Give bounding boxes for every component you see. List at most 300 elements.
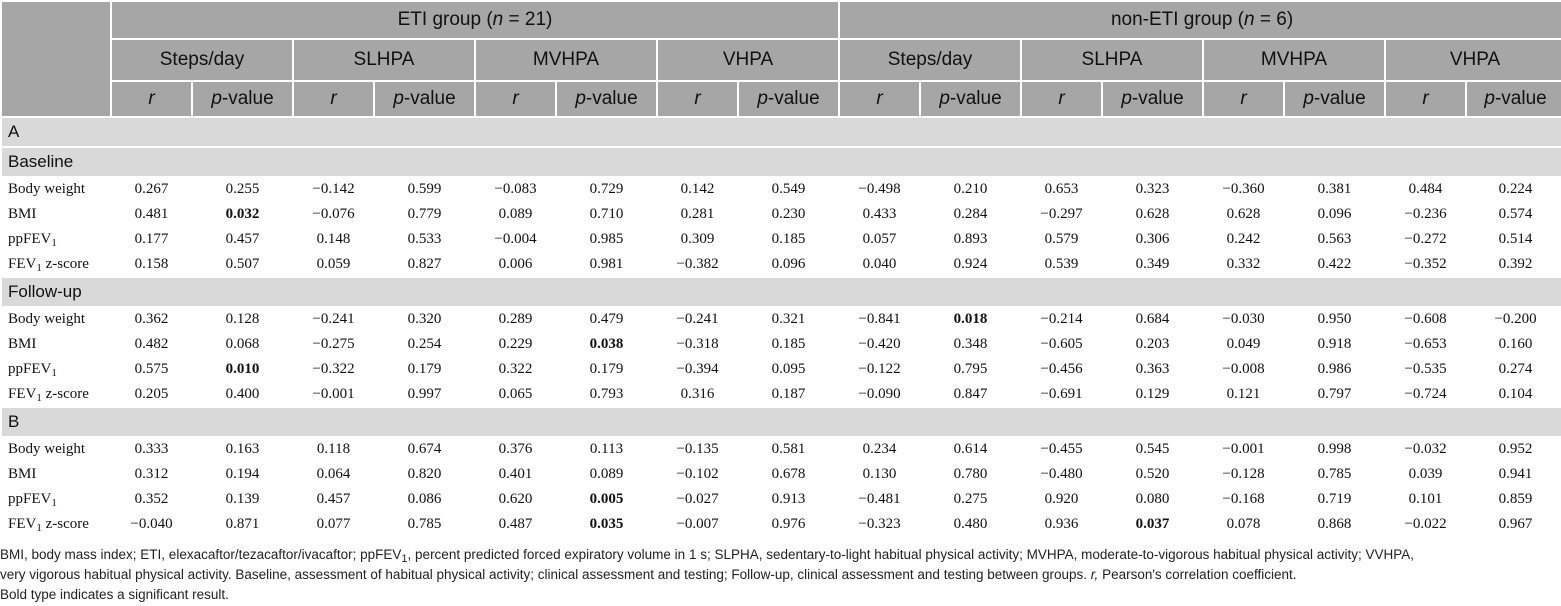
measure-header-row xyxy=(1,39,1561,81)
r-value-cell: −0.032 xyxy=(1385,437,1466,462)
p-value-cell: 0.381 xyxy=(1284,177,1385,202)
p-value-cell xyxy=(1102,512,1203,537)
p-value-cell: 0.574 xyxy=(1466,202,1561,227)
p-label-rest: -value xyxy=(1313,88,1366,109)
r-value-cell: 0.401 xyxy=(475,462,556,487)
table-row xyxy=(1,202,1561,227)
p-value-cell: −0.200 xyxy=(1466,307,1561,332)
r-value-cell: 0.229 xyxy=(475,332,556,357)
r-value-cell: 0.148 xyxy=(293,227,374,252)
p-value-cell: 0.095 xyxy=(738,357,839,382)
r-value-cell: −0.841 xyxy=(839,307,920,332)
p-value-cell: 0.274 xyxy=(1466,357,1561,382)
p-value-cell: 0.179 xyxy=(374,357,475,382)
p-value-cell: 0.179 xyxy=(556,357,657,382)
r-value-cell: −0.102 xyxy=(657,462,738,487)
p-value-cell: 0.795 xyxy=(920,357,1021,382)
p-value-header xyxy=(374,81,475,117)
r-value-cell: −0.001 xyxy=(1203,437,1284,462)
p-value-cell: 0.163 xyxy=(192,437,293,462)
r-value-cell: −0.653 xyxy=(1385,332,1466,357)
p-value-cell: 0.549 xyxy=(738,177,839,202)
table-row xyxy=(1,382,1561,407)
p-value-cell: 0.129 xyxy=(1102,382,1203,407)
row-label: BMI xyxy=(1,332,111,357)
p-label-rest: -value xyxy=(1131,88,1184,109)
r-label: r xyxy=(330,88,337,109)
row-label-main: ppFEV xyxy=(8,231,52,247)
table-row xyxy=(1,487,1561,512)
r-value-cell: −0.420 xyxy=(839,332,920,357)
p-value-cell: 0.684 xyxy=(1102,307,1203,332)
p-value-cell: 0.392 xyxy=(1466,252,1561,277)
r-value-cell: 0.332 xyxy=(1203,252,1284,277)
corner-cell xyxy=(1,1,111,117)
significant-value: 0.038 xyxy=(589,336,624,352)
group-eti-n: n xyxy=(492,9,504,30)
r-value-cell: −0.030 xyxy=(1203,307,1284,332)
p-value-cell: 0.985 xyxy=(556,227,657,252)
table-row xyxy=(1,462,1561,487)
r-value-cell: 0.234 xyxy=(839,437,920,462)
r-label: r xyxy=(148,88,155,109)
row-label xyxy=(1,382,111,407)
row-label-sub: 1 xyxy=(36,262,42,274)
group-non-eti-n: n xyxy=(1244,9,1255,30)
p-value-cell: 0.952 xyxy=(1466,437,1561,462)
p-label-rest: -value xyxy=(949,88,1002,109)
r-value-cell: 0.539 xyxy=(1021,252,1102,277)
r-value-cell: 0.040 xyxy=(839,252,920,277)
r-value-cell: −0.394 xyxy=(657,357,738,382)
significant-value: 0.010 xyxy=(225,361,260,377)
row-label-rest: z-score xyxy=(41,516,89,532)
r-value-cell: 0.281 xyxy=(657,202,738,227)
measure-header: SLHPA xyxy=(293,39,475,81)
footnote-abbreviations xyxy=(0,545,1561,565)
p-value-cell xyxy=(556,487,657,512)
table-footnotes xyxy=(0,538,1561,605)
p-value-cell: 0.859 xyxy=(1466,487,1561,512)
row-label: Body weight xyxy=(1,307,111,332)
r-value-cell: 0.267 xyxy=(111,177,192,202)
p-value-cell: 0.918 xyxy=(1284,332,1385,357)
p-value-cell: 0.827 xyxy=(374,252,475,277)
p-value-cell: 0.820 xyxy=(374,462,475,487)
r-header xyxy=(293,81,374,117)
p-value-cell: 0.581 xyxy=(738,437,839,462)
section-label: A xyxy=(1,117,1561,147)
group-non-eti-prefix: non-ETI group ( xyxy=(1110,9,1245,30)
p-value-cell: 0.507 xyxy=(192,252,293,277)
r-value-cell: −0.027 xyxy=(657,487,738,512)
group-header-eti xyxy=(111,1,839,39)
r-value-cell: −0.455 xyxy=(1021,437,1102,462)
p-value-cell: 0.986 xyxy=(1284,357,1385,382)
row-label-main: ppFEV xyxy=(8,491,52,507)
p-value-cell: 0.230 xyxy=(738,202,839,227)
r-value-cell: −0.605 xyxy=(1021,332,1102,357)
p-value-header xyxy=(1466,81,1561,117)
p-value-cell xyxy=(556,332,657,357)
row-label-sub: 1 xyxy=(51,367,57,379)
significant-value: 0.018 xyxy=(953,311,988,327)
r-value-cell: −0.022 xyxy=(1385,512,1466,537)
p-value-cell xyxy=(556,512,657,537)
p-value-cell: 0.422 xyxy=(1284,252,1385,277)
p-value-cell: 0.479 xyxy=(556,307,657,332)
table-row xyxy=(1,307,1561,332)
row-label: BMI xyxy=(1,462,111,487)
r-value-cell: 0.322 xyxy=(475,357,556,382)
p-value-cell: 0.981 xyxy=(556,252,657,277)
r-value-cell: 0.130 xyxy=(839,462,920,487)
p-value-cell: 0.710 xyxy=(556,202,657,227)
measure-header: VHPA xyxy=(1385,39,1561,81)
r-value-cell: −0.004 xyxy=(475,227,556,252)
p-value-cell: 0.068 xyxy=(192,332,293,357)
r-value-cell: 0.059 xyxy=(293,252,374,277)
p-value-cell: 0.284 xyxy=(920,202,1021,227)
r-value-cell: 0.205 xyxy=(111,382,192,407)
p-label-rest: -value xyxy=(221,88,274,109)
r-label: r xyxy=(694,88,701,109)
r-value-cell: −0.214 xyxy=(1021,307,1102,332)
p-value-cell: 0.139 xyxy=(192,487,293,512)
r-value-cell: −0.236 xyxy=(1385,202,1466,227)
r-value-cell: −0.142 xyxy=(293,177,374,202)
r-value-cell: −0.456 xyxy=(1021,357,1102,382)
r-value-cell: 0.457 xyxy=(293,487,374,512)
table-row xyxy=(1,357,1561,382)
p-value-cell: 0.348 xyxy=(920,332,1021,357)
p-label: p xyxy=(1121,88,1132,109)
p-value-cell: 0.797 xyxy=(1284,382,1385,407)
p-value-cell: 0.255 xyxy=(192,177,293,202)
r-value-cell: 0.433 xyxy=(839,202,920,227)
section-row xyxy=(1,147,1561,177)
r-value-cell: −0.076 xyxy=(293,202,374,227)
r-value-cell: 0.077 xyxy=(293,512,374,537)
p-value-cell: 0.349 xyxy=(1102,252,1203,277)
row-label xyxy=(1,252,111,277)
r-header xyxy=(657,81,738,117)
row-label: Body weight xyxy=(1,437,111,462)
p-value-cell: 0.847 xyxy=(920,382,1021,407)
r-value-cell: 0.484 xyxy=(1385,177,1466,202)
r-value-cell: −0.498 xyxy=(839,177,920,202)
r-value-cell: −0.128 xyxy=(1203,462,1284,487)
p-value-header xyxy=(192,81,293,117)
r-value-cell: −0.480 xyxy=(1021,462,1102,487)
r-label: r xyxy=(512,88,519,109)
p-value-cell: 0.678 xyxy=(738,462,839,487)
r-value-cell: −0.724 xyxy=(1385,382,1466,407)
section-label: Follow-up xyxy=(1,277,1561,307)
r-value-cell: 0.121 xyxy=(1203,382,1284,407)
row-label xyxy=(1,227,111,252)
r-header xyxy=(1203,81,1284,117)
p-value-cell: 0.203 xyxy=(1102,332,1203,357)
table-row xyxy=(1,332,1561,357)
table-header xyxy=(1,1,1561,117)
r-value-cell: −0.481 xyxy=(839,487,920,512)
p-value-cell xyxy=(192,357,293,382)
p-value-header xyxy=(1102,81,1203,117)
p-value-cell: 0.185 xyxy=(738,332,839,357)
p-value-cell: 0.779 xyxy=(374,202,475,227)
row-label-sub: 1 xyxy=(36,392,42,404)
section-row xyxy=(1,117,1561,147)
p-label-rest: -value xyxy=(1494,88,1547,109)
r-value-cell: −0.241 xyxy=(657,307,738,332)
r-header xyxy=(1385,81,1466,117)
r-value-cell: −0.090 xyxy=(839,382,920,407)
p-label: p xyxy=(757,88,768,109)
r-value-cell: 0.078 xyxy=(1203,512,1284,537)
r-value-cell: −0.001 xyxy=(293,382,374,407)
r-header xyxy=(475,81,556,117)
r-value-cell: 0.089 xyxy=(475,202,556,227)
r-value-cell: 0.920 xyxy=(1021,487,1102,512)
stat-header-row xyxy=(1,81,1561,117)
r-value-cell: 0.482 xyxy=(111,332,192,357)
p-value-cell: 0.941 xyxy=(1466,462,1561,487)
r-value-cell: 0.064 xyxy=(293,462,374,487)
section-label: B xyxy=(1,407,1561,437)
table-row xyxy=(1,227,1561,252)
p-value-cell: 0.210 xyxy=(920,177,1021,202)
row-label xyxy=(1,357,111,382)
footnote-sub: 1 xyxy=(401,553,408,565)
p-value-cell: 0.363 xyxy=(1102,357,1203,382)
r-value-cell: 0.312 xyxy=(111,462,192,487)
p-value-cell: 0.089 xyxy=(556,462,657,487)
r-value-cell: 0.620 xyxy=(475,487,556,512)
p-value-cell: 0.793 xyxy=(556,382,657,407)
p-label: p xyxy=(939,88,950,109)
p-value-cell: 0.950 xyxy=(1284,307,1385,332)
r-value-cell: 0.376 xyxy=(475,437,556,462)
p-value-cell: 0.185 xyxy=(738,227,839,252)
footnote-r: r, xyxy=(1090,567,1099,582)
row-label: BMI xyxy=(1,202,111,227)
r-value-cell: 0.242 xyxy=(1203,227,1284,252)
p-value-header xyxy=(556,81,657,117)
p-value-cell: 0.514 xyxy=(1466,227,1561,252)
r-value-cell: −0.691 xyxy=(1021,382,1102,407)
r-value-cell: 0.118 xyxy=(293,437,374,462)
r-header xyxy=(839,81,920,117)
row-label: Body weight xyxy=(1,177,111,202)
r-value-cell: 0.628 xyxy=(1203,202,1284,227)
p-value-cell: 0.080 xyxy=(1102,487,1203,512)
p-value-cell: 0.320 xyxy=(374,307,475,332)
row-label xyxy=(1,512,111,537)
p-label: p xyxy=(1484,88,1495,109)
p-value-cell: 0.785 xyxy=(1284,462,1385,487)
p-value-cell: 0.719 xyxy=(1284,487,1385,512)
row-label-sub: 1 xyxy=(51,497,57,509)
footnote-text-2b: Pearson's correlation coefficient. xyxy=(1098,567,1297,582)
r-value-cell: 0.936 xyxy=(1021,512,1102,537)
r-value-cell: 0.142 xyxy=(657,177,738,202)
p-label: p xyxy=(1303,88,1314,109)
r-label: r xyxy=(1058,88,1065,109)
p-value-cell: 0.457 xyxy=(192,227,293,252)
r-value-cell: 0.101 xyxy=(1385,487,1466,512)
r-value-cell: −0.007 xyxy=(657,512,738,537)
p-value-cell: 0.113 xyxy=(556,437,657,462)
r-value-cell: −0.297 xyxy=(1021,202,1102,227)
row-label-rest: z-score xyxy=(41,386,89,402)
p-value-cell: 0.868 xyxy=(1284,512,1385,537)
p-value-cell: 0.128 xyxy=(192,307,293,332)
r-value-cell: −0.322 xyxy=(293,357,374,382)
row-label-main: FEV xyxy=(8,386,37,402)
r-value-cell: 0.006 xyxy=(475,252,556,277)
p-value-cell: 0.614 xyxy=(920,437,1021,462)
table-body xyxy=(1,117,1561,537)
section-row xyxy=(1,407,1561,437)
r-value-cell: 0.579 xyxy=(1021,227,1102,252)
r-value-cell: 0.653 xyxy=(1021,177,1102,202)
p-value-cell: 0.599 xyxy=(374,177,475,202)
footnote-bold-note: Bold type indicates a significant result. xyxy=(0,587,229,602)
r-value-cell: 0.039 xyxy=(1385,462,1466,487)
r-label: r xyxy=(876,88,883,109)
r-label: r xyxy=(1240,88,1247,109)
table-row xyxy=(1,177,1561,202)
p-label-rest: -value xyxy=(403,88,456,109)
r-value-cell: −0.382 xyxy=(657,252,738,277)
r-header xyxy=(111,81,192,117)
significant-value: 0.035 xyxy=(589,516,624,532)
r-value-cell: 0.309 xyxy=(657,227,738,252)
p-value-cell: 0.780 xyxy=(920,462,1021,487)
p-value-cell: 0.400 xyxy=(192,382,293,407)
p-value-cell: 0.976 xyxy=(738,512,839,537)
p-value-cell: 0.729 xyxy=(556,177,657,202)
p-value-cell: 0.306 xyxy=(1102,227,1203,252)
p-label-rest: -value xyxy=(585,88,638,109)
r-value-cell: −0.535 xyxy=(1385,357,1466,382)
r-value-cell: 0.575 xyxy=(111,357,192,382)
p-label: p xyxy=(393,88,404,109)
r-value-cell: −0.318 xyxy=(657,332,738,357)
r-value-cell: 0.333 xyxy=(111,437,192,462)
p-value-cell: 0.254 xyxy=(374,332,475,357)
p-value-cell: 0.785 xyxy=(374,512,475,537)
r-value-cell: −0.360 xyxy=(1203,177,1284,202)
r-value-cell: 0.362 xyxy=(111,307,192,332)
r-value-cell: 0.481 xyxy=(111,202,192,227)
r-value-cell: −0.241 xyxy=(293,307,374,332)
r-value-cell: 0.316 xyxy=(657,382,738,407)
r-value-cell: −0.168 xyxy=(1203,487,1284,512)
measure-header: Steps/day xyxy=(839,39,1021,81)
measure-header: MVHPA xyxy=(1203,39,1385,81)
p-value-cell: 0.480 xyxy=(920,512,1021,537)
r-value-cell: 0.057 xyxy=(839,227,920,252)
p-value-cell: 0.924 xyxy=(920,252,1021,277)
r-value-cell: −0.352 xyxy=(1385,252,1466,277)
p-value-cell: 0.160 xyxy=(1466,332,1561,357)
p-value-cell: 0.187 xyxy=(738,382,839,407)
footnote-text-1b: , percent predicted forced expiratory volume in 1 s; SLPHA, sedentary-to-light habitual physical activity; MVHPA, moderate-to-vigorous habitual physical activity; VVHPA, xyxy=(407,547,1415,562)
p-value-cell: 0.321 xyxy=(738,307,839,332)
p-value-header xyxy=(1284,81,1385,117)
measure-header: MVHPA xyxy=(475,39,657,81)
p-value-cell: 0.998 xyxy=(1284,437,1385,462)
table-row xyxy=(1,252,1561,277)
r-value-cell: 0.065 xyxy=(475,382,556,407)
r-label: r xyxy=(1422,88,1429,109)
footnote-text-2a: very vigorous habitual physical activity. Baseline, assessment of habitual physical activity; clinical assessment and testing; Follow-up, clinical assessment and testing between groups. xyxy=(0,567,1091,582)
section-row xyxy=(1,277,1561,307)
table-row xyxy=(1,512,1561,537)
r-value-cell: −0.323 xyxy=(839,512,920,537)
group-header-non-eti xyxy=(839,1,1561,39)
p-value-cell xyxy=(192,202,293,227)
p-value-cell xyxy=(920,307,1021,332)
p-label: p xyxy=(211,88,222,109)
group-eti-prefix: ETI group ( xyxy=(397,9,493,30)
measure-header: Steps/day xyxy=(111,39,293,81)
p-label: p xyxy=(575,88,586,109)
p-value-cell: 0.674 xyxy=(374,437,475,462)
measure-header: SLHPA xyxy=(1021,39,1203,81)
significant-value: 0.032 xyxy=(225,206,260,222)
significant-value: 0.005 xyxy=(589,491,624,507)
p-value-cell: 0.967 xyxy=(1466,512,1561,537)
section-label: Baseline xyxy=(1,147,1561,177)
r-value-cell: −0.008 xyxy=(1203,357,1284,382)
p-value-cell: 0.096 xyxy=(1284,202,1385,227)
p-value-header xyxy=(920,81,1021,117)
footnote-text-1a: BMI, body mass index; ETI, elexacaftor/tezacaftor/ivacaftor; ppFEV xyxy=(0,547,402,562)
row-label-sub: 1 xyxy=(36,522,42,534)
p-value-cell: 0.194 xyxy=(192,462,293,487)
p-label-rest: -value xyxy=(767,88,820,109)
p-value-cell: 0.533 xyxy=(374,227,475,252)
r-value-cell: 0.352 xyxy=(111,487,192,512)
p-value-cell: 0.520 xyxy=(1102,462,1203,487)
row-label-sub: 1 xyxy=(51,237,57,249)
r-value-cell: −0.040 xyxy=(111,512,192,537)
p-value-cell: 0.323 xyxy=(1102,177,1203,202)
r-value-cell: 0.049 xyxy=(1203,332,1284,357)
r-value-cell: −0.275 xyxy=(293,332,374,357)
p-value-cell: 0.893 xyxy=(920,227,1021,252)
p-value-cell: 0.997 xyxy=(374,382,475,407)
row-label xyxy=(1,487,111,512)
p-value-cell: 0.545 xyxy=(1102,437,1203,462)
p-value-cell: 0.871 xyxy=(192,512,293,537)
row-label-main: FEV xyxy=(8,256,37,272)
r-value-cell: −0.122 xyxy=(839,357,920,382)
row-label-rest: z-score xyxy=(41,256,89,272)
p-value-cell: 0.628 xyxy=(1102,202,1203,227)
r-value-cell: −0.083 xyxy=(475,177,556,202)
significant-value: 0.037 xyxy=(1135,516,1170,532)
p-value-cell: 0.913 xyxy=(738,487,839,512)
p-value-cell: 0.104 xyxy=(1466,382,1561,407)
row-label-main: ppFEV xyxy=(8,361,52,377)
r-value-cell: −0.608 xyxy=(1385,307,1466,332)
r-header xyxy=(1021,81,1102,117)
p-value-cell: 0.224 xyxy=(1466,177,1561,202)
